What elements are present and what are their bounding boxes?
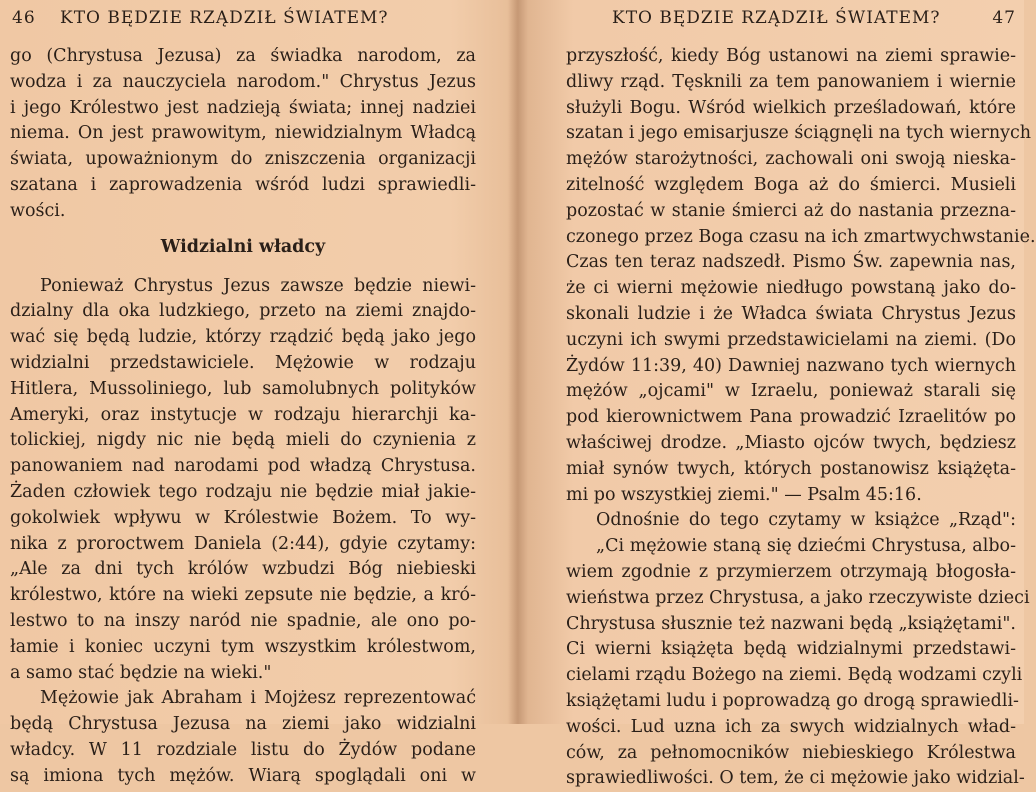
text-line: sprawiedliwości. O tem, że ci mężowie jako widzial- xyxy=(566,768,1025,789)
right-page-body xyxy=(566,44,1036,792)
left-page-number: 46 xyxy=(12,8,36,28)
right-page xyxy=(566,0,1036,789)
text-line: wodza i za nauczyciela narodom." Chrystus Jezus xyxy=(10,71,476,92)
text-line: lestwo to na inszy naród nie spadnie, ale ono po- xyxy=(10,610,476,631)
text-line: służyli Bogu. Wśród wielkich prześladowań, które xyxy=(566,97,1016,118)
text-line: dliwy rząd. Tęsknili za tem panowaniem i wiernie xyxy=(566,71,1016,92)
text-line: pod kierownictwem Pana prowadzić Izraelitów po xyxy=(566,407,1016,428)
text-line: wości. xyxy=(10,200,66,221)
text-line: niema. On jest prawowitym, niewidzialnym Władcą xyxy=(10,123,476,144)
text-line: i jego Królestwo jest nadzieją świata; innej nadziei xyxy=(10,97,476,118)
text-line: „Ale za dni tych królów wzbudzi Bóg niebieski xyxy=(10,559,476,580)
text-line: Chrystusa słusznie też nazwani będą „książętami". xyxy=(566,613,1016,634)
left-page xyxy=(10,0,476,786)
text-line: czonego przez Boga czasu na ich zmartwychwstanie. xyxy=(566,226,1036,247)
text-line: Ameryki, oraz instytucje w rodzaju hierarchji ka- xyxy=(10,404,476,425)
text-line: Hitlera, Mussoliniego, lub samolubnych polityków xyxy=(10,378,476,399)
text-line: tolickiej, nigdy nic nie będą mieli do czynienia z xyxy=(10,430,476,451)
text-line: Mężowie jak Abraham i Mojżesz reprezentować xyxy=(40,688,476,709)
text-line: dzialny dla oka ludzkiego, przeto na ziemi znajdo- xyxy=(10,301,476,322)
text-line: wieństwa przez Chrystusa, a jako rzeczywiste dzieci xyxy=(566,587,1030,608)
text-line: go (Chrystusa Jezusa) za świadka narodom, za xyxy=(10,46,476,66)
text-line: Żydów 11:39, 40) Dawniej nazwano tych wiernych xyxy=(566,355,1016,376)
left-page-body xyxy=(10,44,476,790)
text-line: cielami rządu Bożego na ziemi. Będą wodzami czyli xyxy=(566,665,1023,686)
right-page-header xyxy=(566,0,1016,36)
left-page-header xyxy=(10,0,476,36)
text-line: właściwej drodze. „Miasto ojców twych, będziesz xyxy=(566,432,1016,453)
text-line: skonali ludzie i że Władca świata Chrystus Jezus xyxy=(566,303,1016,324)
text-line: wać się będą ludzie, którzy rządzić będą jako jego xyxy=(10,327,476,348)
text-line: mężów „ojcami" w Izraelu, ponieważ starali się xyxy=(566,381,1016,402)
text-line: Odnośnie do tego czytamy w książce „Rząd": xyxy=(596,510,1016,531)
text-line: Ci wierni książęta będą widzialnymi przedstawi- xyxy=(566,639,1016,660)
text-line: królestwo, które na wieki zepsute nie będzie, a kró- xyxy=(10,585,476,606)
text-line: świata, upoważnionym do zniszczenia organizacji xyxy=(10,149,476,170)
text-line: Żaden człowiek tego rodzaju nie będzie miał jakie- xyxy=(10,481,476,502)
text-line: „Ci mężowie staną się dziećmi Chrystusa, albo- xyxy=(596,536,1016,557)
text-line: wości. Lud uzna ich za swych widzialnych wład- xyxy=(566,716,1016,737)
section-heading: Widzialni władcy xyxy=(160,236,326,257)
text-line: ców, za pełnomocników niebieskiego Królestwa xyxy=(566,742,1016,763)
text-line: szatana i zaprowadzenia wśród ludzi sprawiedli- xyxy=(10,174,476,195)
text-line: a samo stać będzie na wieki." xyxy=(10,662,272,683)
text-line: nika z proroctwem Daniela (2:44), gdyie czytamy: xyxy=(10,533,476,554)
text-line: pozostać w stanie śmierci aż do nastania przezna- xyxy=(566,200,1016,221)
text-line: zitelność względem Boga aż do śmierci. Musieli xyxy=(566,174,1016,195)
text-line: uczyni ich swymi przedstawicielami na ziemi. (Do xyxy=(566,329,1016,350)
text-line: władcy. W 11 rozdziale listu do Żydów podane xyxy=(10,739,476,760)
text-line: szatan i jego emisarjusze ściągnęli na tych wiernych xyxy=(566,123,1032,144)
text-line: że ci wierni mężowie niedługo powstaną jako do- xyxy=(566,278,1016,299)
text-line: Ponieważ Chrystus Jezus zawsze będzie niewi- xyxy=(40,275,476,296)
text-line: Czas ten teraz nadszedł. Pismo Św. zapewnia nas, xyxy=(566,252,1016,273)
text-line: przyszłość, kiedy Bóg ustanowi na ziemi sprawie- xyxy=(566,46,1016,66)
text-line: książętami ludu i poprowadzą go drogą sprawiedli- xyxy=(566,690,1019,711)
left-running-title: KTO BĘDZIE RZĄDZIŁ ŚWIATEM? xyxy=(60,8,389,28)
text-line: są imiona tych mężów. Wiarą spoglądali oni w xyxy=(10,765,476,786)
right-running-title: KTO BĘDZIE RZĄDZIŁ ŚWIATEM? xyxy=(612,8,941,28)
text-line: gokolwiek wpływu w Królestwie Bożem. To wy- xyxy=(10,507,476,528)
text-line: widzialni przedstawiciele. Mężowie w rodzaju xyxy=(10,352,476,373)
right-page-number: 47 xyxy=(992,8,1016,28)
text-line: wiem zgodnie z przymierzem otrzymają błogosła- xyxy=(566,561,1016,582)
text-line: mi po wszystkiej ziemi." — Psalm 45:16. xyxy=(566,484,922,505)
book-gutter xyxy=(508,0,528,724)
text-line: miał synów twych, których postanowisz książęta- xyxy=(566,458,1016,479)
text-line: panowaniem nad narodami pod władzą Chrystusa. xyxy=(10,456,476,477)
text-line: łamie i koniec uczyni tym wszystkim królestwom, xyxy=(10,636,476,657)
text-line: mężów starożytności, zachowali oni swoją nieska- xyxy=(566,149,1016,170)
text-line: będą Chrystusa Jezusa na ziemi jako widzialni xyxy=(10,714,476,735)
